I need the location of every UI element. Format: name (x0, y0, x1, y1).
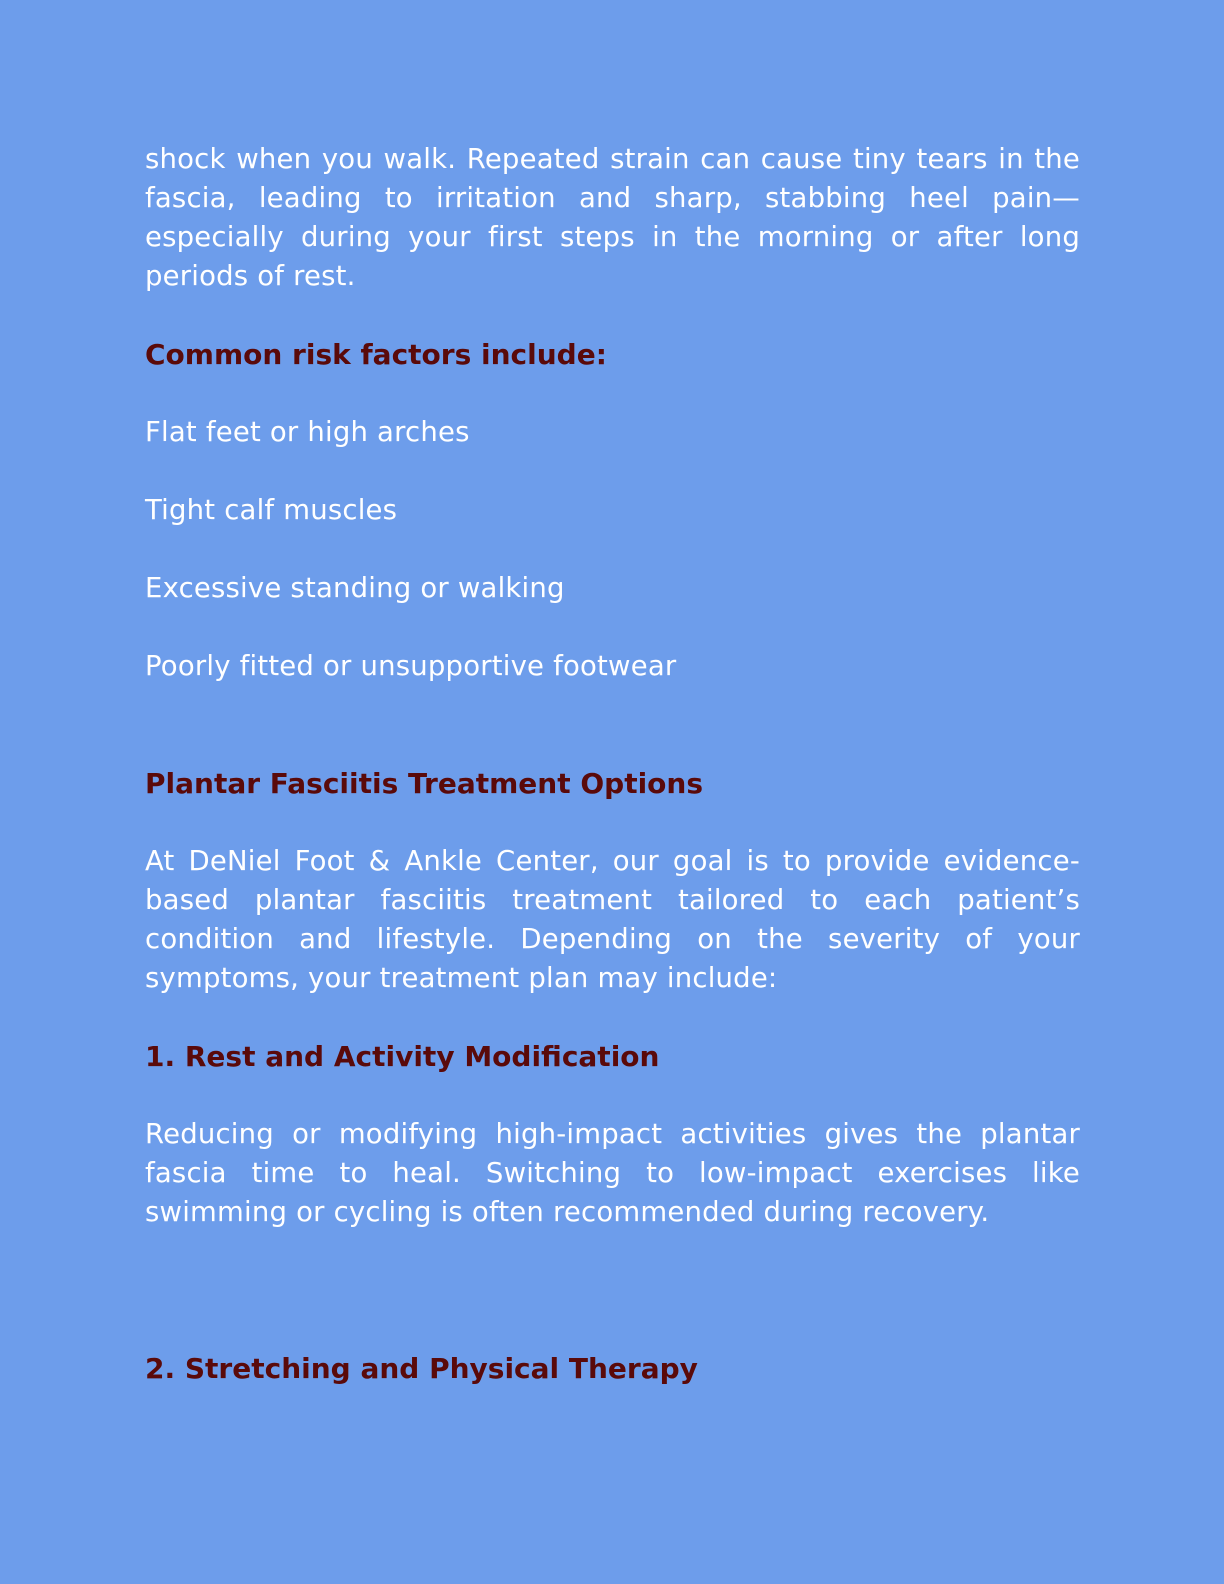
list-item: Flat feet or high arches (145, 416, 470, 448)
document-content (145, 140, 1080, 1388)
risk-factors-list (145, 413, 1080, 686)
list-item: Excessive standing or walking (145, 572, 565, 604)
section-2-heading: 2. Stretching and Physical Therapy (145, 1352, 698, 1385)
intro-paragraph: shock when you walk. Repeated strain can cause tiny tears in the fascia, leading to irritation and sharp, stabbing heel pain—especially during your first steps in the morning or after long periods of rest. (145, 143, 1080, 292)
section-1-paragraph: Reducing or modifying high-impact activities gives the plantar fascia time to heal. Switching to low-impact exercises like swimming or cycling is often recommended during recovery. (145, 1118, 1080, 1228)
list-item: Tight calf muscles (145, 494, 398, 526)
treatment-paragraph: At DeNiel Foot & Ankle Center, our goal is to provide evidence-based plantar fasciitis treatment tailored to each patient’s condition and lifestyle. Depending on the severity of your symptoms, your treatment plan may include: (145, 845, 1080, 994)
risk-factors-heading: Common risk factors include: (145, 338, 607, 371)
section-1-heading: 1. Rest and Activity Modification (145, 1040, 660, 1073)
list-item: Poorly fitted or unsupportive footwear (145, 650, 677, 682)
treatment-options-heading: Plantar Fasciitis Treatment Options (145, 767, 704, 800)
